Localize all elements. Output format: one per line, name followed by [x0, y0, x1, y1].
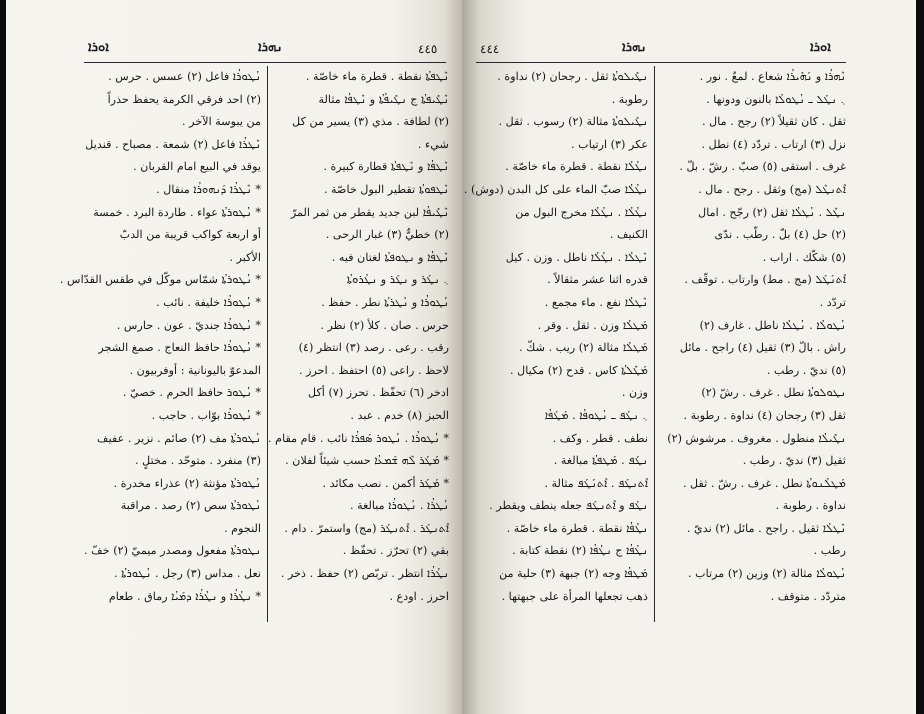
- entry-line: (٢) لطافة . مذي (٣) يسير من كل: [292, 115, 449, 129]
- entry-line: ܢܳܛܘܪܬܳܐ سص (٢) رصد . مراقبة: [120, 499, 261, 513]
- entry-line: ثقيل (٣) نديّ . رطب .: [742, 454, 846, 468]
- running-head-outer: ܐܘܪܐ: [810, 40, 831, 55]
- entry-line: * ܢܳܛܘܪܬܳܐ شمّاس موكّل في طقس القدّاس .: [59, 273, 261, 287]
- entry-line: (٥) نديّ . رطب .: [766, 363, 846, 377]
- entry-line: من يبوسة الآخر .: [182, 115, 261, 129]
- entry-line: ܢܛܳܦܳܐ نقطة . قطرة ماء خاصّة .: [506, 521, 648, 535]
- entry-line: ܢܳܛܪܳܐ . ܢܳܛܘܪܳܐ مبالغة .: [349, 499, 449, 513]
- entry-line: ܐܶܬܢܛܶܠ (مج) وثقل . رجح . مال .: [698, 182, 846, 196]
- entry-line: الحبز (٨) خدم . عبد .: [350, 408, 449, 422]
- entry-line: الكنيف .: [609, 228, 648, 242]
- column-divider: [654, 66, 655, 622]
- entry-line: المدعوّ باليونانية : أوفربيون .: [129, 363, 261, 377]
- entry-line: ܢܛܳܠܳܐ . ܢܛܳܠܳܐ مخرج البول من: [515, 205, 648, 219]
- entry-line: * ܢܳܛܘܪܳܐ جنديّ . عون . حارس .: [116, 318, 261, 332]
- entry-line: ܢܳܛܘܠܳܐ . ܢܳܛܠܳܐ ناطل . غارف (٢): [699, 318, 846, 332]
- entry-line: نزل (٣) ارتاب . تردّد (٤) نطل .: [701, 137, 846, 151]
- column-right: [268, 66, 449, 608]
- entry-line: ܢܶܛܠܳܐ ثقيل . راجح . مائل (٢) نديّ .: [686, 521, 846, 535]
- entry-line: ܢܛܳܠܳܐ صبّ الماء على كل البدن (دوش) .: [463, 182, 648, 196]
- entry-line: متردّد . متوقف .: [770, 589, 846, 603]
- entry-line: ܢܛܳܦܳܐ ج ܢܛܳܦܳܐ (٢) نقطة كتابة .: [512, 544, 648, 558]
- entry-line: ܢܶܗܪܳܐ و ܢܰܗܺܝܪܳܐ شعاع . لمعٌ . نور .: [699, 70, 846, 83]
- column-left: [463, 66, 648, 608]
- entry-line: ذهب تجعلها المرأة على جبهتها .: [501, 589, 648, 603]
- entry-line: (٥) شكّك . اراب .: [762, 250, 846, 264]
- header-rule: [476, 62, 846, 63]
- entry-line: وزن .: [621, 386, 648, 400]
- running-head-outer: ܐܘܪܐ: [88, 40, 109, 55]
- entry-line: شيء .: [417, 137, 449, 151]
- entry-line: ثقل . كان ثقيلاً (٢) رجح . مال .: [702, 115, 846, 129]
- column-divider: [267, 66, 268, 622]
- running-head-center: ܢܗܪܐ: [258, 40, 283, 55]
- entry-line: احرز . اودع .: [389, 589, 449, 603]
- entry-line: بقي (٢) تحرّز . تحفّظ .: [342, 544, 449, 558]
- entry-line: ܡܰܛܦܳܐ وجه (٢) جبهة (٣) حلية من: [499, 567, 648, 581]
- entry-line: ܢܶܛܪܳܐ فاعل (٢) شمعة . مصباح . قنديل: [85, 137, 261, 151]
- entry-line: راش . بالّ (٣) ثقيل (٤) راجح . مائل: [679, 341, 846, 355]
- entry-line: ܆ ܢܛܰܠ ـ ܢܳܛܘܠܳܐ بالنون ودونها .: [706, 92, 846, 106]
- entry-line: قدره اثنا عشر مثقالاً .: [547, 273, 648, 287]
- entry-line: * ܢܳܛܘܪܳܐ حافظ النعاج . صمغ الشجر: [98, 341, 261, 355]
- entry-line: ܢܛܳܪܳܐ انتظر . تربّص (٢) حفظ . ذخر .: [280, 567, 449, 581]
- entry-line: ܢܳܛܘܪܬܳܐ مف (٢) صائم . نزير . عفيف: [97, 431, 261, 445]
- entry-line: ܢܶܛܠܳܐ نفع . ماء مجمع .: [544, 295, 648, 309]
- entry-line: ܡܰܛܠܳܐ مثالة (٢) ريب . شكّ .: [519, 341, 648, 355]
- entry-line: ܆ ܢܛܰܪ و ܢܛܰܪ و ܢܛܳܪܘܬܳܐ: [346, 273, 449, 287]
- entry-line: يوقد في البيع امام القربان .: [133, 160, 261, 174]
- entry-line: غرف . استقى (٥) صبّ . رشّ . بلّ .: [679, 160, 846, 174]
- entry-line: * ܡܰܛܰܪ ܠܶܗ ܫܰܡܥܳܐ حسب شيئاً لفلان .: [285, 454, 449, 468]
- entry-line: رطوبة .: [611, 92, 648, 106]
- page-number: ٤٤٥: [418, 42, 438, 56]
- header-rule: [84, 62, 446, 63]
- entry-line: ܢܛܰܦ و ܐܶܬܢܛܰܦ جعله ينطف ويقطر .: [489, 499, 648, 513]
- entry-line: ܡܰܛܶܠܬܳܐ كاس . قدح (٢) مكيال .: [509, 363, 648, 377]
- entry-line: ܢܛܘܪܬܳܐ مفعول ومصدر ميميّ (٢) خفّ .: [84, 544, 261, 558]
- entry-line: * ܢܳܛܘܪܳܐ . ܢܳܛܘܪ ܣܰܦܪܳܐ نائب . قام مقام .: [268, 431, 449, 445]
- entry-line: * ܢܛܳܪܳܐ و ܢܛܳܪܳܐ ܕܡܰܝܳܐ رماق . طعام: [108, 589, 261, 603]
- entry-line: ܆ ܢܛܰܦ ـ ܢܳܛܘܦܳܐ . ܡܰܛܰܦܳܐ: [544, 408, 648, 422]
- entry-line: ܐܶܬܢܛܰܪ . ܐܶܬܢܛܰܪ (مج) واستمرّ . دام .: [284, 521, 449, 535]
- entry-line: ܢܶܛܺܝܦܳܐ لبن جديد يقطر من ثمر المرّ: [290, 205, 449, 219]
- entry-line: * ܢܳܛܘܪܳܐ خليفة . نائب .: [156, 295, 261, 309]
- entry-line: ثقل (٣) رجحان (٤) نداوة . رطوبة .: [683, 408, 846, 422]
- entry-line: (٣) منفرد . متوحّد . مختلٍ .: [135, 454, 261, 468]
- entry-line: * ܡܰܛܰܪ أكمن . نصب مكائد .: [322, 476, 449, 490]
- entry-line: ܡܰܛܠܳܢܘܬܳܐ نطل . غرف . رشّ . ثقل .: [682, 476, 846, 490]
- entry-line: * ܢܳܛܘܪܬܳܐ عواء . طاردة البرد . خمسة: [93, 205, 261, 219]
- entry-line: * ܢܳܛܘܪܳܐ بوّاب . حاجب .: [151, 408, 261, 422]
- entry-line: ܢܳܛܘܪܳܐ و ܢܳܛܪܬܳܐ نطر . حفظ .: [321, 295, 449, 309]
- entry-line: نعل . مداس (٣) رجل . ܢܳܛܘܪܬܳܐ .: [113, 567, 261, 581]
- column-left: [59, 66, 261, 608]
- entry-line: (٢) خطيٌّ (٣) غبار الرحى .: [325, 228, 449, 242]
- running-head-center: ܢܗܪܐ: [622, 40, 647, 55]
- entry-line: ܢܛܺܝܠܘܬܳܐ مثالة (٢) رسوب . ثقل .: [498, 115, 648, 129]
- entry-line: لاحظ . راعى (٥) احتفظ . احرز .: [298, 363, 449, 377]
- entry-line: ܢܳܛܘܪܬܳܐ مؤنثة (٢) عذراء مخدرة .: [113, 476, 261, 490]
- entry-line: ܐܶܬܢܰܛܰܠ (مج . مط) وارتاب . توقّف .: [684, 273, 846, 287]
- page-number: ٤٤٤: [480, 42, 500, 56]
- entry-line: ܢܳܛܘܪܳܐ فاعل (٢) عسس . حرس .: [108, 70, 261, 83]
- entry-line: نداوة . رطوبة .: [775, 499, 846, 513]
- entry-line: ܢܳܛܘܠܳܐ مثالة (٢) وزين (٢) مرتاب .: [687, 567, 846, 581]
- entry-line: ܢܛܺܝܠܘܬܳܐ ثقل . رجحان (٢) نداوة .: [497, 70, 648, 83]
- entry-line: ادخر (٦) تحفّظ . تحرز (٧) أكل: [307, 386, 449, 400]
- entry-line: * ܢܳܛܘܪ حافظ الحرم . خصيّ .: [122, 386, 261, 400]
- entry-line: أو اربعة كواكب قريبة من الدبّ: [119, 228, 261, 242]
- entry-line: ܢܛܶܠ . ܢܳܛܠܳܐ ثقل (٢) رجّح . امال: [698, 205, 846, 219]
- entry-line: الأكبر .: [229, 250, 261, 264]
- entry-line: حرس . صان . كلأ (٢) نظر .: [320, 318, 449, 332]
- entry-line: رقب . رعى . رصد (٣) انتظر (٤): [298, 341, 449, 355]
- entry-line: ܢܶܛܦܳܐ و ܢܶܛܦܬܳܐ قطارة كبيرة .: [323, 160, 449, 174]
- entry-line: رطب .: [813, 544, 846, 558]
- entry-line: ܢܶܛܦܬܳܐ نقطة . قطرة ماء خاصّة .: [305, 70, 449, 83]
- entry-line: تردّد .: [819, 295, 846, 309]
- entry-line: ܢܛܰܦ . ܡܰܛܦܬܳܐ مبالغة .: [553, 454, 648, 468]
- entry-line: نطف . قطر . وكف .: [552, 431, 648, 445]
- entry-line: ܡܰܛܠܳܐ وزن . ثقل . وقر .: [537, 318, 648, 332]
- entry-line: * ܢܶܛܪܳܐ ܕܰܢܗܘܪܳܐ منقال .: [156, 182, 261, 196]
- background-edge-right: [916, 0, 924, 714]
- entry-line: (٢) حل (٤) بلّ . رطّب . ندّى: [714, 228, 846, 242]
- entry-line: ܢܶܛܺܝܦܬܳܐ ج ܢܛܺܝܦܳܬܳܐ و ܢܶܛܦܳܐ مثالة: [318, 92, 449, 106]
- entry-line: ܐܶܬܢܛܰܦ . ܐܶܬܢܰܛܰܦ مثالة .: [544, 476, 648, 490]
- entry-line: ܢܛܺܝܠܳܐ منطول . مغروف . مرشوش (٢): [667, 431, 846, 445]
- entry-line: ܢܶܛܦܳܐ و ܢܛܘܦܬܳܐ لغتان فيه .: [331, 250, 449, 264]
- column-right: [660, 66, 846, 608]
- entry-line: ܢܛܘܠܘܬܳܐ نطل . غرف . رشّ (٢): [701, 386, 846, 400]
- background-edge-left: [0, 0, 6, 714]
- entry-line: ܢܶܛܦܘܬܳܐ تقطير البول خاصّة .: [323, 182, 449, 196]
- entry-line: ܢܶܛܠܳܐ . ܢܛܳܠܳܐ ناطل . وزن . كيل: [505, 250, 648, 264]
- entry-line: النجوم .: [224, 521, 261, 535]
- entry-line: عكر (٣) ارتياب .: [571, 137, 648, 151]
- entry-line: ܢܛܳܠܳܐ نقطة . قطرة ماء خاصّة .: [505, 160, 648, 174]
- entry-line: (٢) احد فرقي الكرمة يحفظ حذراً: [107, 92, 261, 106]
- right-page: [462, 0, 924, 714]
